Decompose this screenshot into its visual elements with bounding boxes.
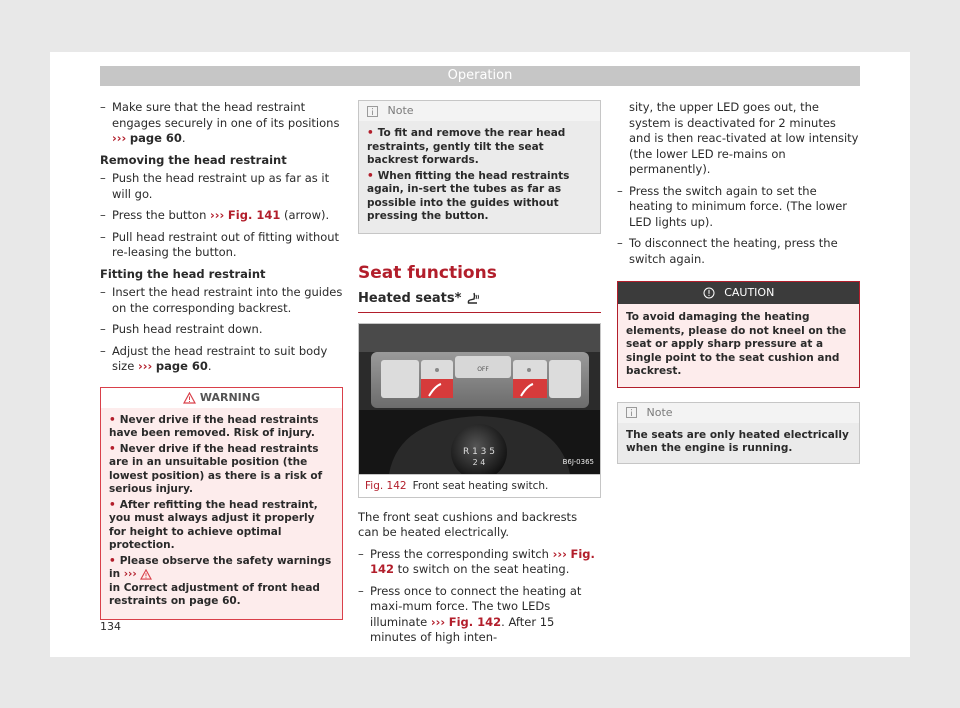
figure-link[interactable]: Fig. 141 <box>227 208 281 222</box>
note-body <box>359 121 600 233</box>
figure-code: B6J-0365 <box>562 458 594 466</box>
section-subtitle: Heated seats* <box>358 291 601 313</box>
arrow-marker: ››› <box>112 131 127 145</box>
note-header: Note <box>618 403 859 423</box>
svg-text:OFF: OFF <box>477 365 489 373</box>
note-body: The seats are only heated electrically when the engine is running. <box>626 428 849 454</box>
note-box <box>617 402 860 464</box>
list-item: – Press the switch again to set the heating to minimum force. (The lower LED lights up). <box>617 183 848 229</box>
arrow-marker: ››› <box>210 208 225 222</box>
caution-header: CAUTION <box>618 282 859 304</box>
note-header: Note <box>359 101 600 121</box>
list-item: • Never drive if the head restraints are in an unsuitable position (the lowest position) as there is a risk of serious injury. <box>109 442 323 495</box>
svg-text:R 1 3 5: R 1 3 5 <box>462 446 496 457</box>
warning-box <box>100 387 343 620</box>
seat-heating-icon <box>466 292 480 306</box>
seat-heating-photo <box>359 324 600 474</box>
list-item: – Push the head restraint up as far as it will go. <box>100 171 330 201</box>
list-item: • After refitting the head restraint, you must always adjust it properly for height to achieve optimal protection. <box>109 498 318 551</box>
page-number: 134 <box>100 620 121 633</box>
warning-triangle-icon <box>183 392 196 404</box>
list-item: • To fit and remove the rear head restraints, gently tilt the seat backrest forwards. <box>367 127 566 166</box>
list-item: – To disconnect the heating, press the switch again. <box>617 236 838 266</box>
fitting-heading: Fitting the head restraint <box>100 266 266 281</box>
column-3 <box>617 100 860 470</box>
removing-heading: Removing the head restraint <box>100 152 287 167</box>
page-link[interactable]: page 60 <box>155 359 208 373</box>
continued-text: sity, the upper LED goes out, the system is deactivated for 2 minutes and is then reac-tivated at low intensity (the lower LED re-mains on permanently). <box>629 100 859 176</box>
info-icon <box>367 106 378 117</box>
caution-body: To avoid damaging the heating elements, please do not kneel on the seat or apply sharp pressure at a single point to the seat cushion and backrest. <box>618 304 859 387</box>
warning-body <box>101 408 342 619</box>
note-box <box>358 100 601 234</box>
list-item: – Make sure that the head restraint engages securely in one of its positions ››› page 60. <box>100 100 340 145</box>
warning-triangle-icon <box>140 569 152 580</box>
list-item: • When fitting the head restraints again, in-sert the tubes as far as possible into the guides without pressing the button. <box>367 169 570 222</box>
figure-link[interactable]: Fig. 142 <box>448 614 502 629</box>
section-title: Seat functions <box>358 262 497 283</box>
caution-box <box>617 281 860 388</box>
column-2 <box>358 100 601 652</box>
caution-icon <box>703 287 715 299</box>
svg-text:2 4: 2 4 <box>472 457 486 467</box>
column-1 <box>100 100 343 620</box>
list-item: – Push head restraint down. <box>100 322 263 336</box>
page-link[interactable]: page 60 <box>129 131 182 145</box>
warning-header: WARNING <box>101 388 342 408</box>
list-item: – Press the corresponding switch ››› Fig. 142 to switch on the seat heating. <box>358 546 595 576</box>
list-item: – Adjust the head restraint to suit body size ››› page 60. <box>100 343 328 373</box>
arrow-marker: ››› <box>137 359 153 373</box>
list-item: • Never drive if the head restraints have been removed. Risk of injury. <box>109 413 319 439</box>
figure-seat-heating <box>358 323 601 475</box>
list-item: – Press once to connect the heating at maxi-mum force. The two LEDs illuminate ››› Fig. 142. After 15 minutes of high inten- <box>358 583 582 644</box>
list-item: – Press the button ››› Fig. 141 (arrow). <box>100 208 330 222</box>
info-icon <box>626 407 637 418</box>
page-header: Operation <box>100 66 860 86</box>
figure-link[interactable]: Fig. 142 <box>370 546 595 576</box>
list-item: – Insert the head restraint into the guides on the corresponding backrest. <box>100 285 343 315</box>
figure-caption: Fig. 142 Front seat heating switch. <box>358 475 601 498</box>
list-item: • Please observe the safety warnings in ››› in Correct adjustment of front head restraints on page 60. <box>109 554 332 607</box>
intro-paragraph: The front seat cushions and backrests can be heated electrically. <box>358 509 578 539</box>
list-item: – Pull head restraint out of fitting without re-leasing the button. <box>100 229 340 259</box>
